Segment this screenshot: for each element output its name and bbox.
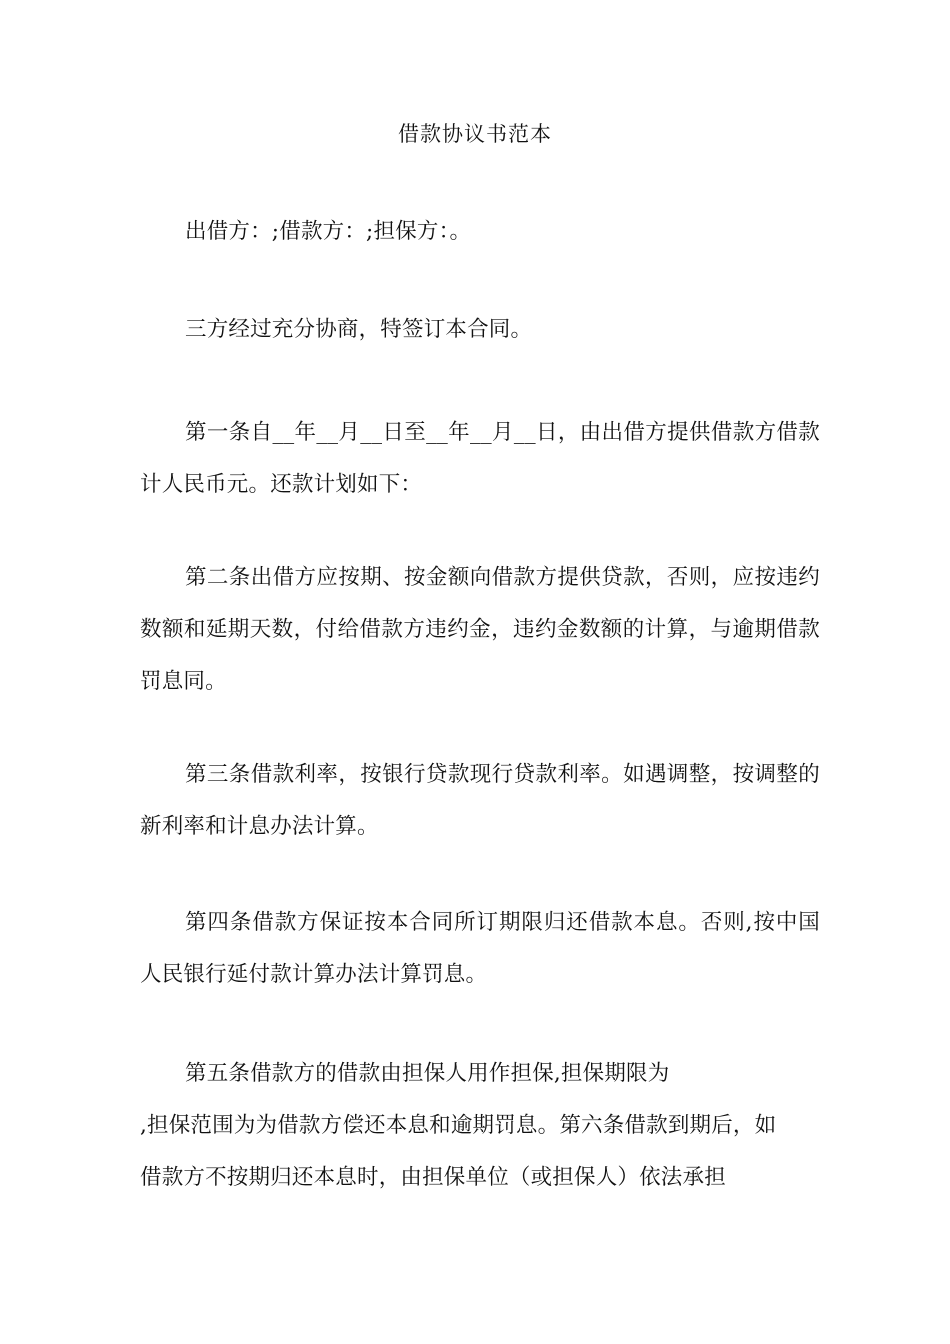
document-title: 借款协议书范本 <box>398 122 552 146</box>
paragraph-article-3: 第三条借款利率，按银行贷款现行贷款利率。如遇调整，按调整的新利率和计息办法计算。 <box>140 762 820 839</box>
paragraph-article-4: 第四条借款方保证按本合同所订期限归还借款本息。否则,按中国人民银行延付款计算办法计算罚息。 <box>140 910 820 987</box>
paragraph-article-1: 第一条自__年__月__日至__年__月__日，由出借方提供借款方借款计人民币元。还款计划如下： <box>140 420 820 497</box>
paragraph-line: ,担保范围为为借款方偿还本息和逾期罚息。第六条借款到期后，如 <box>140 1113 777 1138</box>
paragraph-parties: 出借方：;借款方：;担保方：。 <box>185 219 472 244</box>
paragraph-line: 第五条借款方的借款由担保人用作担保,担保期限为 <box>185 1061 670 1086</box>
paragraph-article-2: 第二条出借方应按期、按金额向借款方提供贷款，否则，应按违约数额和延期天数，付给借款方违约金，违约金数额的计算，与逾期借款罚息同。 <box>140 565 820 694</box>
paragraph-line: 借款方不按期归还本息时，由担保单位（或担保人）依法承担 <box>140 1165 726 1190</box>
paragraph-article-5-6 <box>140 1048 820 1204</box>
paragraph-preamble: 三方经过充分协商，特签订本合同。 <box>185 317 533 342</box>
